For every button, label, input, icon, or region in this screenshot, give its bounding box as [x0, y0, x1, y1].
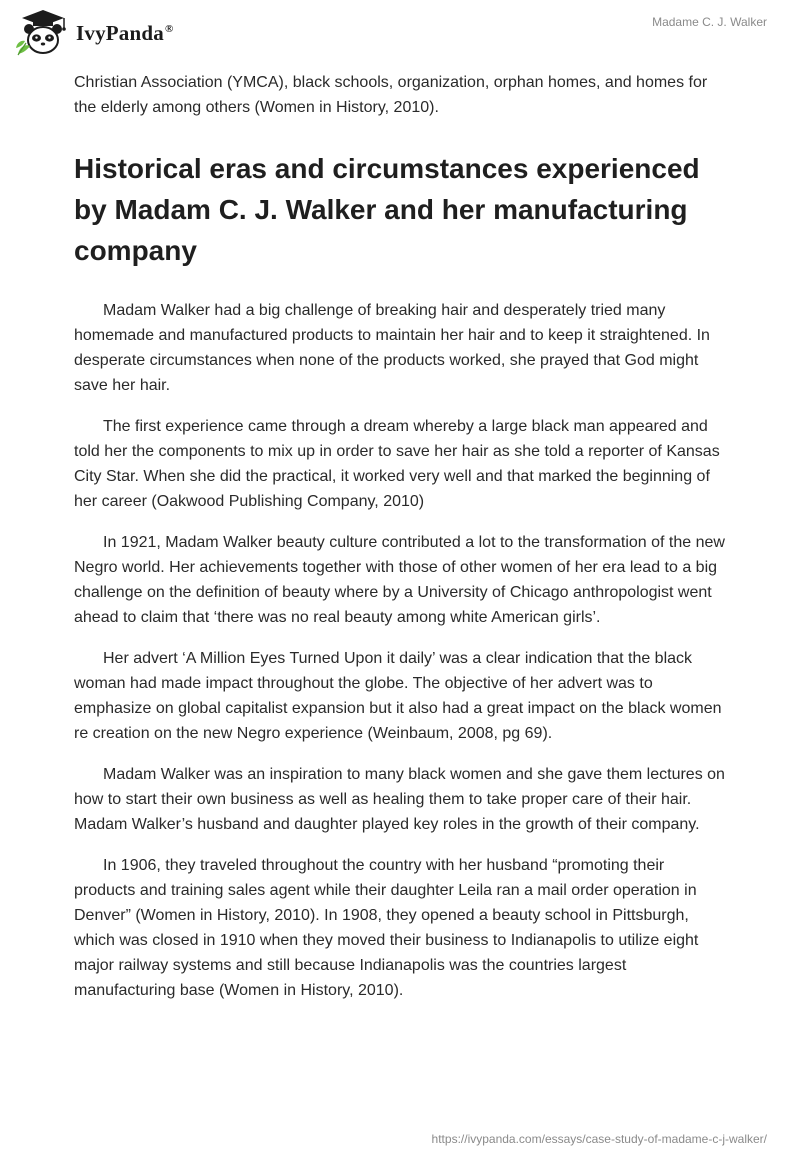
- logo-text: IvyPanda: [76, 20, 164, 45]
- section-heading: Historical eras and circumstances experienced by Madam C. J. Walker and her manufacturing company: [74, 153, 700, 266]
- document-body: [74, 70, 730, 1019]
- ivypanda-logo[interactable]: [14, 8, 173, 58]
- registered-mark: ®: [164, 22, 174, 35]
- body-paragraph-4: Her advert ‘A Million Eyes Turned Upon it daily’ was a clear indication that the black woman had made impact throughout the globe. The objective of her advert was to emphasize on global capitalist expansion but it also had a great impact on the black women re creation on the new Negro experience (Weinbaum, 2008, pg 69).: [74, 650, 722, 742]
- continued-paragraph: Christian Association (YMCA), black schools, organization, orphan homes, and homes for the elderly among others (Women in History, 2010).: [74, 74, 708, 116]
- body-paragraph-2: The first experience came through a dream whereby a large black man appeared and told her the components to mix up in order to save her hair as she told a reporter of Kansas City Star. When she did the practical, it worked very well and that marked the beginning of her career (Oakwood Publishing Company, 2010): [74, 418, 720, 510]
- panda-graduate-icon: [14, 8, 72, 58]
- body-paragraph-1: Madam Walker had a big challenge of breaking hair and desperately tried many homemade and manufactured products to maintain her hair and to keep it straightened. In desperate circumstances when none of the products worked, she prayed that God might save her hair.: [74, 302, 710, 394]
- logo-wordmark: [76, 21, 173, 46]
- body-paragraph-3: In 1921, Madam Walker beauty culture contributed a lot to the transformation of the new Negro world. Her achievements together with those of other women of her era lead to a big challenge on the definition of beauty where by a University of Chicago anthropologist went ahead to claim that ‘there was no real beauty among white American girls’.: [74, 534, 725, 626]
- source-url[interactable]: https://ivypanda.com/essays/case-study-of-madame-c-j-walker/: [431, 1132, 767, 1146]
- page-header: [0, 0, 800, 66]
- running-title: Madame C. J. Walker: [652, 15, 767, 29]
- body-paragraph-6: In 1906, they traveled throughout the country with her husband “promoting their products and training sales agent while their daughter Leila ran a mail order operation in Denver” (Women in History, 2010). In 1908, they opened a beauty school in Pittsburgh, which was closed in 1910 when they moved their business to Indianapolis to utilize eight major railway systems and still because Indianapolis was the countries largest manufacturing base (Women in History, 2010).: [74, 857, 699, 999]
- body-paragraph-5: Madam Walker was an inspiration to many black women and she gave them lectures on how to start their own business as well as healing them to take proper care of their hair. Madam Walker’s husband and daughter played key roles in the growth of their company.: [74, 766, 725, 833]
